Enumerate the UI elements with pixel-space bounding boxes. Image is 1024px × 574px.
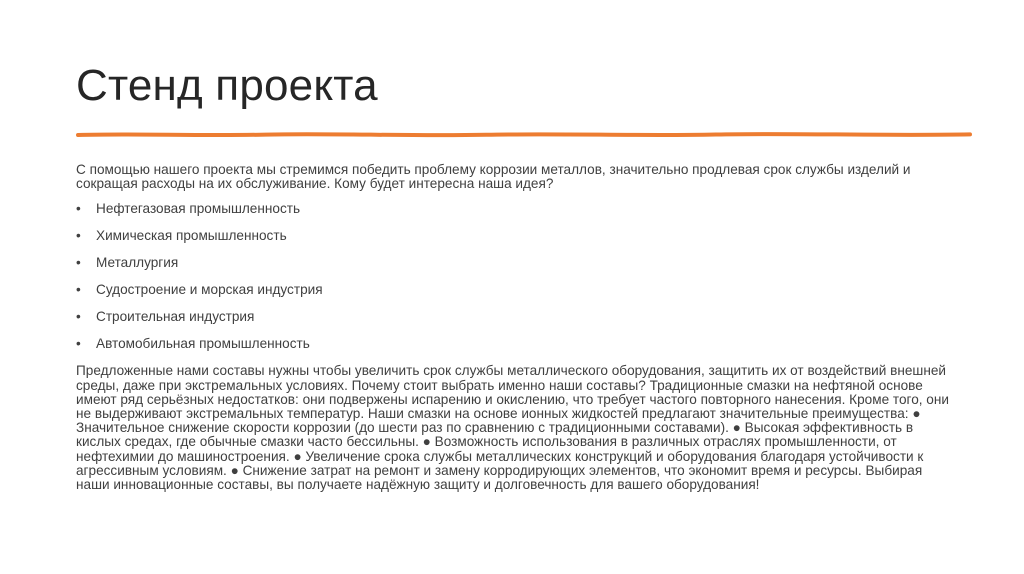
list-item: [76, 337, 956, 351]
list-item-label: Нефтегазовая промышленность: [96, 201, 301, 217]
intro-paragraph: С помощью нашего проекта мы стремимся победить проблему коррозии металлов, значительно продлевая срок службы изделий и сокращая расходы на их обслуживание. Кому будет интересна наша идея?: [76, 162, 911, 192]
list-item-label: Металлургия: [96, 255, 179, 271]
slide-body: [76, 163, 956, 492]
list-item-label: Химическая промышленность: [96, 228, 287, 244]
list-item: [76, 310, 956, 324]
bullet-icon: •: [76, 282, 81, 298]
bullet-icon: •: [76, 228, 81, 244]
list-item-label: Строительная индустрия: [96, 309, 255, 325]
list-item: [76, 229, 956, 243]
list-item-label: Автомобильная промышленность: [96, 336, 310, 352]
title-divider: [76, 128, 972, 142]
slide-title: Стенд проекта: [76, 61, 378, 110]
bullet-icon: •: [76, 255, 81, 271]
bullet-icon: •: [76, 309, 81, 325]
body-paragraph: Предложенные нами составы нужны чтобы увеличить срок службы металлического оборудования, защитить их от воздействий внешней среды, даже при экстремальных условиях. Почему стоит выбрать именно наши составы? Традиционные смазки на нефтяной основе имеют ряд серьёзных недостатков: они подвержены испарению и окислению, что требует частого повторного нанесения. Кроме того, они не выдерживают экстремальных температур. Наши смазки на основе ионных жидкостей предлагают значительные преимущества: ● Значительное снижение скорости коррозии (до шести раз по сравнению с традиционными составами). ● Высокая эффективность в кислых средах, где обычные смазки часто бессильны. ● Возможность использования в различных отраслях промышленности, от нефтехимии до машиностроения. ● Увеличение срока службы металлических конструкций и оборудования благодаря устойчивости к агрессивным условиям. ● Снижение затрат на ремонт и замену корродирующих элементов, что экономит время и ресурсы. Выбирая наши инновационные составы, вы получаете надёжную защиту и долговечность для вашего оборудования!: [76, 363, 949, 493]
industry-list: [76, 202, 956, 351]
list-item: [76, 202, 956, 216]
list-item-label: Судостроение и морская индустрия: [96, 282, 323, 298]
list-item: [76, 283, 956, 297]
list-item: [76, 256, 956, 270]
bullet-icon: •: [76, 201, 81, 217]
bullet-icon: •: [76, 336, 81, 352]
